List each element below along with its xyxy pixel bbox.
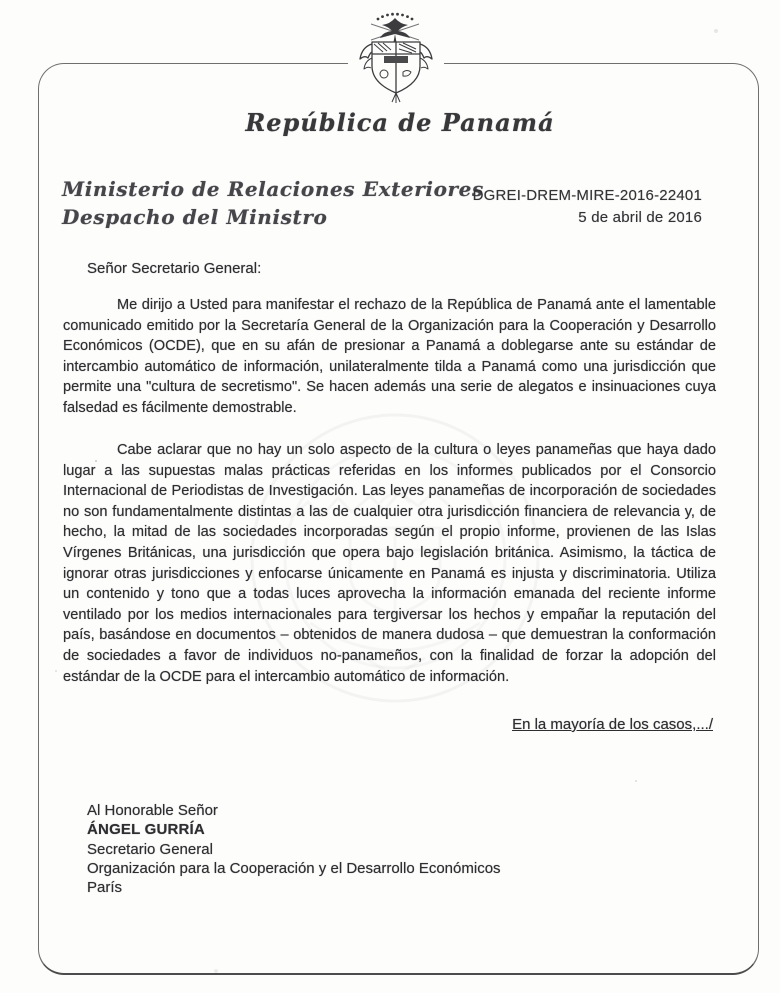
addressee-name: ÁNGEL GURRÍA bbox=[87, 821, 205, 839]
addressee-title: Secretario General bbox=[87, 840, 213, 858]
paragraph-2: Cabe aclarar que no hay un solo aspecto de la cultura o leyes panameñas que haya dado lugar a las supuestas malas prácticas referidas en los informes publicados por el Consorcio Internacional de Periodistas de Investigación. Las leyes panameñas de incorporación de sociedades no son fundamentalmente distintas a las de cualquier otra jurisdicción financiera de relevancia y, de hecho, la mitad de las sociedades incorporadas según el propio informe, provienen de las Islas Vírgenes Británicas, una jurisdicción que opera bajo legislación británica. Asimismo, la táctica de ignorar otras jurisdicciones y enfocarse únicamente en Panamá es injusta y discriminatoria. Utiliza un contenido y tono que a todas luces aprovecha la información emanada del reciente informe ventilado por los medios internacionales para tergiversar los hechos y empañar la reputación del país, basándose en documentos – obtenidos de manera dudosa – que demuestran la conformación de sociedades a favor de individuos no-panameños, con la finalidad de forzar la adopción del estándar de la OCDE para el intercambio automático de información. bbox=[63, 442, 716, 685]
addressee-organization: Organización para la Cooperación y el Desarrollo Económicos bbox=[87, 859, 501, 877]
salutation: Señor Secretario General: bbox=[87, 260, 262, 277]
addressee-block bbox=[87, 801, 501, 897]
letter-date: 5 de abril de 2016 bbox=[578, 209, 702, 226]
office-name: Despacho del Ministro bbox=[62, 205, 328, 229]
panama-coat-of-arms-icon bbox=[348, 6, 444, 112]
ministry-name: Ministerio de Relaciones Exteriores bbox=[62, 177, 484, 201]
country-title: República de Panamá bbox=[245, 108, 555, 137]
addressee-city: París bbox=[87, 879, 123, 897]
reference-number: DGREI-DREM-MIRE-2016-22401 bbox=[472, 187, 702, 204]
continuation-note: En la mayoría de los casos,.../ bbox=[512, 716, 713, 733]
reference-block bbox=[473, 185, 702, 229]
paragraph-1: Me dirijo a Usted para manifestar el rechazo de la República de Panamá ante el lamentable comunicado emitido por la Secretaría General de la Organización para la Cooperación y Desarrollo Económicos (OCDE), que en su afán de presionar a Panamá a doblegarse ante su estándar de intercambio automático de información, unilateralmente tilda a Panamá como una jurisdicción que permite una "cultura de secretismo". Se hacen además una serie de alegatos e insinuaciones cuya falsedad es fácilmente demostrable. bbox=[63, 297, 716, 416]
letterhead bbox=[62, 175, 484, 231]
addressee-honorific: Al Honorable Señor bbox=[87, 802, 218, 819]
